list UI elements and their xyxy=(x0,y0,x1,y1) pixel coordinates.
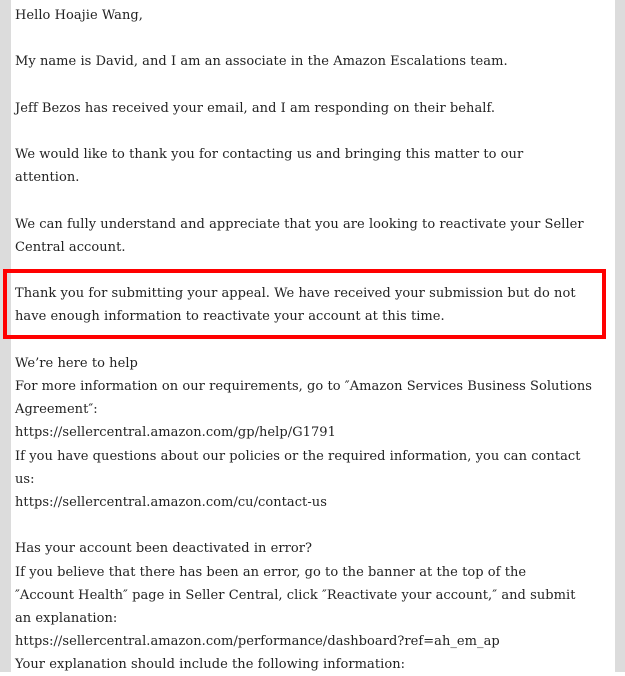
help-heading: We’re here to help xyxy=(15,355,138,371)
email-understand-line-1: We can fully understand and appreciate that you are looking to reactivate your Seller xyxy=(15,216,584,232)
paragraph-gap xyxy=(15,27,615,50)
contact-us-link[interactable]: https://sellercentral.amazon.com/cu/contact-us xyxy=(15,494,327,510)
highlighted-line-2: have enough information to reactivate your account at this time. xyxy=(15,309,445,325)
requirements-line-2: Agreement″: xyxy=(15,402,98,418)
requirements-line-1: For more information on our requirements, go to ″Amazon Services Business Solutions xyxy=(15,379,592,394)
highlight-box xyxy=(3,269,606,339)
email-thanks-line-2: attention. xyxy=(15,170,80,186)
email-intro: My name is David, and I am an associate in the Amazon Escalations team. xyxy=(15,54,508,70)
questions-line-1: If you have questions about our policies or the required information, you can contact xyxy=(15,448,581,464)
email-body xyxy=(15,4,615,676)
requirements-link[interactable]: https://sellercentral.amazon.com/gp/help/G1791 xyxy=(15,425,336,441)
error-body-line-1: If you believe that there has been an error, go to the banner at the top of the xyxy=(15,564,527,580)
paragraph-gap xyxy=(15,190,615,213)
paragraph-gap xyxy=(15,74,615,97)
questions-line-2: us: xyxy=(15,471,35,487)
error-body-line-3: an explanation: xyxy=(15,610,118,626)
paragraph-gap xyxy=(15,120,615,143)
performance-dashboard-link[interactable]: https://sellercentral.amazon.com/performance/dashboard?ref=ah_em_ap xyxy=(15,634,500,650)
error-body-line-2: ″Account Health″ page in Seller Central, click ″Reactivate your account,″ and submit xyxy=(15,587,576,603)
email-thanks-line-1: We would like to thank you for contacting us and bringing this matter to our xyxy=(15,147,524,163)
paragraph-gap xyxy=(15,514,615,537)
explanation-line: Your explanation should include the following information: xyxy=(15,657,406,673)
email-response-note: Jeff Bezos has received your email, and I am responding on their behalf. xyxy=(15,100,496,116)
email-understand-line-2: Central account. xyxy=(15,239,126,255)
right-scroll-gutter xyxy=(615,0,625,672)
email-greeting: Hello Hoajie Wang, xyxy=(15,8,143,23)
error-heading: Has your account been deactivated in error? xyxy=(15,541,313,557)
highlighted-line-1: Thank you for submitting your appeal. We have received your submission but do not xyxy=(15,286,576,302)
